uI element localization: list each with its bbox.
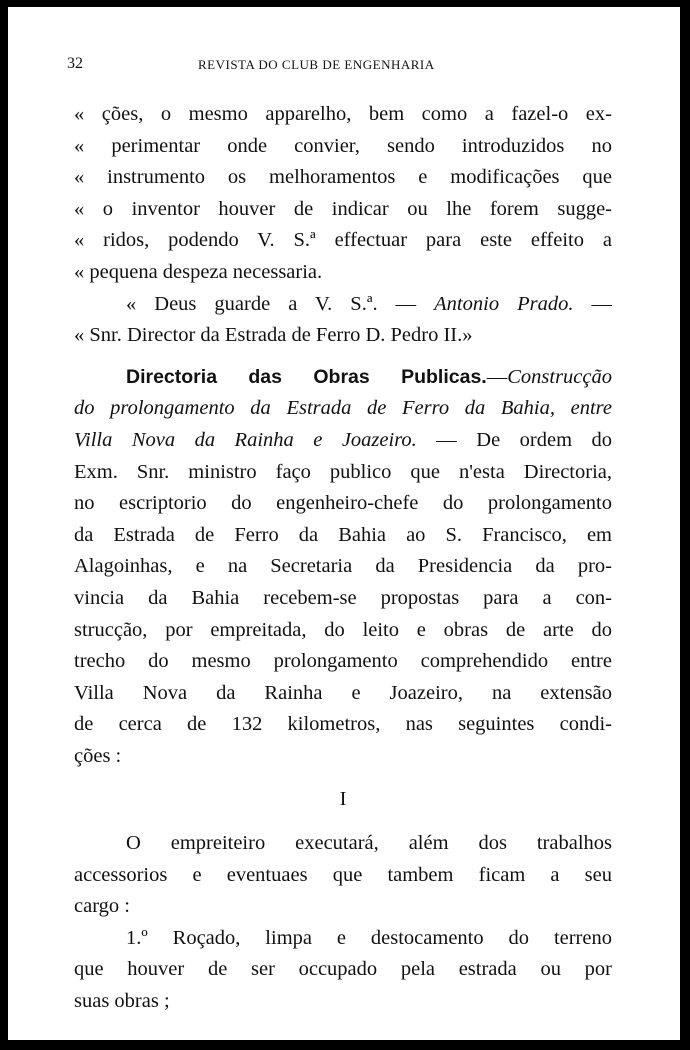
notice-line: Exm. Snr. ministro faço publico que n'esta Directoria, (74, 460, 612, 483)
running-title: REVISTA DO CLUB DE ENGENHARIA (198, 57, 435, 72)
notice-italic-line (74, 425, 612, 457)
notice-heading: Directoria das Obras Publicas. (126, 365, 487, 388)
signature: Antonio Prado. (434, 292, 574, 315)
section-line: suas obras ; (74, 990, 170, 1013)
notice-line: Alagoinhas, e na Secretaria da Presidencia da pro- (74, 555, 612, 578)
notice-line: da Estrada de Ferro da Bahia ao S. Francisco, em (74, 523, 612, 546)
heading-dash: — (486, 365, 508, 388)
section-line: accessorios e eventuaes que tambem ficam a seu (74, 863, 612, 886)
quote-line: « ções, o mesmo apparelho, bem como a fazel-o ex- (74, 103, 612, 125)
notice-line: strucção, por empreitada, do leito e obras de arte do (74, 618, 612, 641)
notice-line: vincia da Bahia recebem-se propostas para a con- (74, 586, 612, 609)
section-line: que houver de ser occupado pela estrada ou por (74, 958, 612, 981)
section-line: 1.º Roçado, limpa e destocamento do terreno (126, 926, 612, 949)
notice-line: no escriptorio do engenheiro-chefe do prolongamento (74, 492, 612, 515)
section-line: O empreiteiro executará, além dos trabalhos (126, 832, 612, 855)
notice-line: ções : (74, 744, 122, 767)
notice-italic-end: Villa Nova da Rainha e Joazeiro. (74, 428, 417, 451)
notice-line: de cerca de 132 kilometros, nas seguintes condi- (74, 713, 612, 736)
quote-line: « perimentar onde convier, sendo introduzidos no (74, 134, 612, 157)
notice-heading-line (74, 362, 612, 394)
notice-line: trecho do mesmo prolongamento comprehendido entre (74, 650, 612, 673)
notice-line: Villa Nova da Rainha e Joazeiro, na extensão (74, 681, 612, 704)
body-text (74, 99, 612, 1018)
quote-line: « o inventor houver de indicar ou lhe forem sugge- (74, 197, 612, 220)
notice-italic-title: Construcção (507, 365, 612, 388)
section-numeral: I (339, 788, 347, 811)
quote-line: « ridos, podendo V. S.ª effectuar para este effeito a (74, 229, 612, 252)
page-header (8, 55, 680, 77)
notice-order: — De ordem do (416, 428, 612, 451)
quote-line: « instrumento os melhoramentos e modificações que (74, 166, 612, 189)
notice-italic-line: do prolongamento da Estrada de Ferro da Bahia, entre (74, 397, 612, 420)
quote-line: « pequena despeza necessaria. (74, 260, 323, 283)
closing-line (74, 289, 612, 321)
closing-address: « Snr. Director da Estrada de Ferro D. Pedro II.» (74, 324, 473, 347)
page-number: 32 (67, 55, 83, 72)
section-line: cargo : (74, 895, 130, 918)
page (8, 7, 680, 1040)
closing-suffix: — (573, 292, 613, 315)
closing-prefix: « Deus guarde a V. S.ª. — (126, 292, 435, 315)
